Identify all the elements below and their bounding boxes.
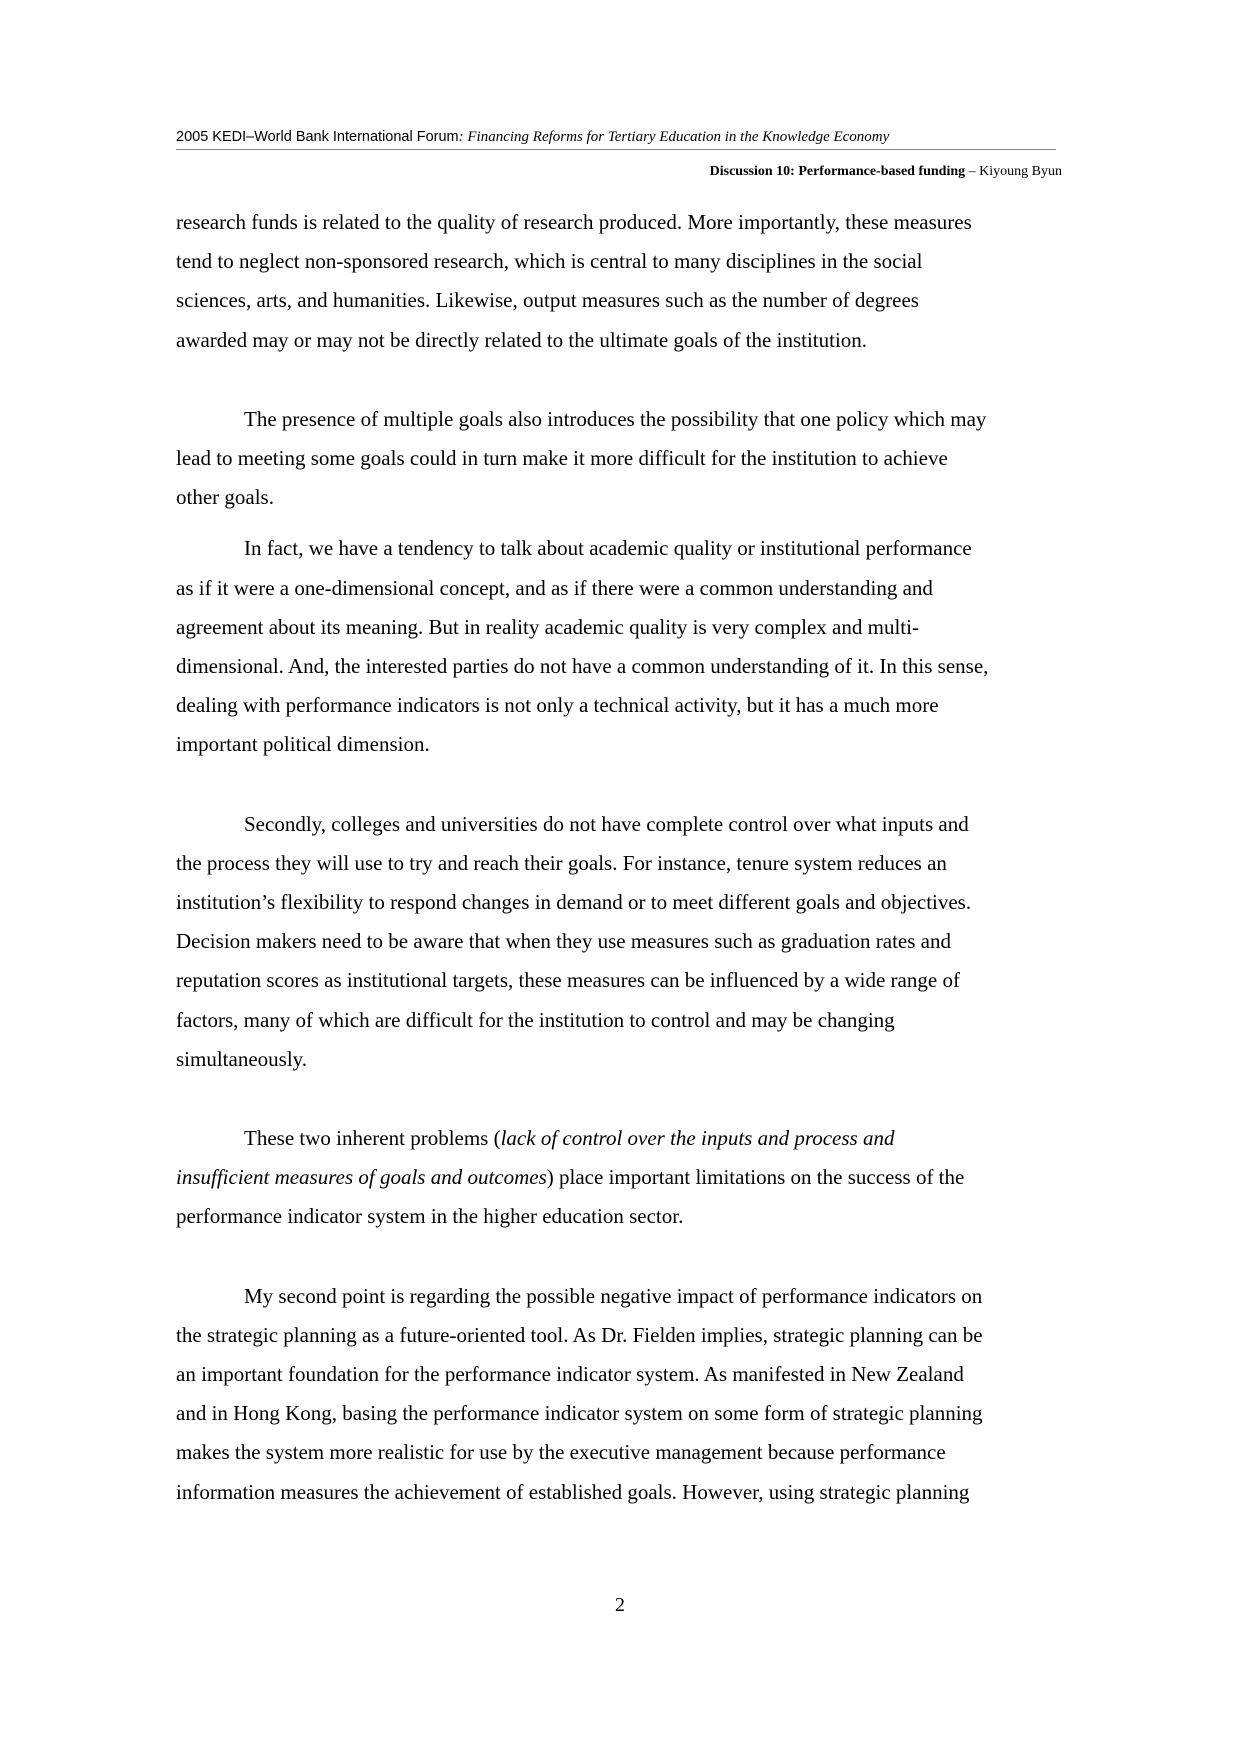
text-line: simultaneously. <box>176 1046 308 1071</box>
forum-title: Financing Reforms for Tertiary Education in the Knowledge Economy <box>467 129 890 145</box>
text-line: other goals. <box>176 485 274 510</box>
text-line: as if it were a one-dimensional concept, and as if there were a common understanding and <box>176 575 933 600</box>
paragraph-2 <box>176 400 1066 518</box>
document-body <box>176 203 1066 1512</box>
text-line: makes the system more realistic for use by the executive management because performance <box>176 1440 946 1465</box>
text-line: Decision makers need to be aware that when they use measures such as graduation rates and <box>176 929 951 954</box>
text-line: an important foundation for the performance indicator system. As manifested in New Zealand <box>176 1362 964 1387</box>
text-line: awarded may or may not be directly related to the ultimate goals of the institution. <box>176 327 868 352</box>
session-title: Discussion 10: Performance-based funding <box>709 164 966 179</box>
forum-colon: : <box>458 129 468 145</box>
text-line: Secondly, colleges and universities do not have complete control over what inputs and <box>244 811 969 836</box>
text-line: and in Hong Kong, basing the performance indicator system on some form of strategic planning <box>176 1401 983 1426</box>
page-number: 2 <box>615 1594 625 1616</box>
text-line: sciences, arts, and humanities. Likewise, output measures such as the number of degrees <box>176 288 919 313</box>
text-line: reputation scores as institutional targets, these measures can be influenced by a wide range of <box>176 968 960 993</box>
text-line: information measures the achievement of established goals. However, using strategic planning <box>176 1479 970 1504</box>
text-run: These two inherent problems ( <box>244 1126 501 1151</box>
header-divider <box>176 149 1056 150</box>
paragraph-6 <box>176 1277 1066 1512</box>
paragraph-1 <box>176 203 1066 360</box>
text-line: In fact, we have a tendency to talk about academic quality or institutional performance <box>244 536 972 561</box>
running-header-forum <box>176 129 889 146</box>
emphasis-text: lack of control over the inputs and process and <box>500 1126 895 1151</box>
text-line: the process they will use to try and reach their goals. For instance, tenure system reduces an <box>176 850 947 875</box>
author-separator: – <box>965 164 980 179</box>
paragraph-3 <box>176 529 1066 764</box>
emphasis-text: insufficient measures of goals and outcomes <box>176 1165 547 1190</box>
text-line: performance indicator system in the higher education sector. <box>176 1204 684 1229</box>
text-line: research funds is related to the quality of research produced. More importantly, these measures <box>176 210 972 234</box>
text-line: institution’s flexibility to respond changes in demand or to meet different goals and objectives. <box>176 890 972 915</box>
text-line: lead to meeting some goals could in turn make it more difficult for the institution to achieve <box>176 446 948 471</box>
text-line: factors, many of which are difficult for the institution to control and may be changing <box>176 1007 895 1032</box>
paragraph-4 <box>176 805 1066 1079</box>
text-line <box>176 1119 1066 1158</box>
forum-prefix: 2005 KEDI–World Bank International Forum <box>176 129 459 145</box>
paragraph-5 <box>176 1119 1066 1237</box>
text-line: tend to neglect non-sponsored research, which is central to many disciplines in the social <box>176 249 923 274</box>
text-line: dimensional. And, the interested parties do not have a common understanding of it. In this sense, <box>176 654 989 679</box>
text-line: important political dimension. <box>176 732 430 757</box>
running-header-session <box>710 164 1062 180</box>
text-line: dealing with performance indicators is not only a technical activity, but it has a much more <box>176 693 939 718</box>
text-line: My second point is regarding the possible negative impact of performance indicators on <box>244 1283 983 1308</box>
text-line <box>176 1158 1066 1197</box>
text-line: agreement about its meaning. But in reality academic quality is very complex and multi- <box>176 614 919 639</box>
text-line: The presence of multiple goals also introduces the possibility that one policy which may <box>244 406 987 431</box>
text-run: ) place important limitations on the success of the <box>546 1165 965 1190</box>
text-line: the strategic planning as a future-oriented tool. As Dr. Fielden implies, strategic planning can be <box>176 1322 983 1347</box>
author-name: Kiyoung Byun <box>979 164 1062 179</box>
